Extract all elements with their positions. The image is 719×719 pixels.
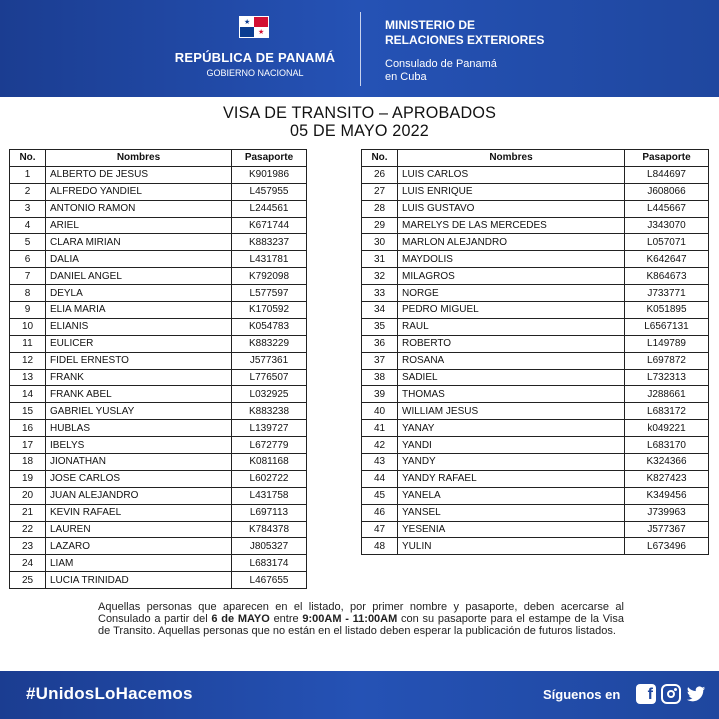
row-passport: K883237	[232, 234, 307, 251]
row-number: 45	[362, 487, 398, 504]
row-name: LUCIA TRINIDAD	[46, 572, 232, 589]
row-name: ANTONIO RAMON	[46, 200, 232, 217]
row-name: SADIEL	[398, 369, 625, 386]
row-passport: L732313	[625, 369, 709, 386]
row-number: 43	[362, 454, 398, 471]
row-passport: L683170	[625, 437, 709, 454]
table-row	[10, 318, 307, 335]
row-passport: K081168	[232, 454, 307, 471]
row-number: 22	[10, 521, 46, 538]
row-number: 32	[362, 268, 398, 285]
row-name: LUIS ENRIQUE	[398, 183, 625, 200]
table-row	[10, 454, 307, 471]
table-row	[10, 555, 307, 572]
instagram-icon[interactable]	[661, 684, 681, 704]
column-header-no: No.	[10, 150, 46, 167]
row-name: DEYLA	[46, 285, 232, 302]
row-number: 3	[10, 200, 46, 217]
notice-text-1: Aquellas personas que aparecen en el listado, por primer nombre y pasaporte, deben acercarse al Consulado a partir del	[98, 601, 624, 625]
row-number: 23	[10, 538, 46, 555]
row-passport: L673496	[625, 538, 709, 555]
row-name: CLARA MIRIAN	[46, 234, 232, 251]
row-name: LAZARO	[46, 538, 232, 555]
row-number: 18	[10, 454, 46, 471]
row-passport: L149789	[625, 335, 709, 352]
table-row	[362, 504, 709, 521]
title-line-2: 05 DE MAYO 2022	[289, 121, 429, 140]
row-number: 28	[362, 200, 398, 217]
ministry-name	[385, 18, 544, 48]
row-name: FIDEL ERNESTO	[46, 352, 232, 369]
row-passport: K324366	[625, 454, 709, 471]
row-passport: L697113	[232, 504, 307, 521]
row-passport: L683174	[232, 555, 307, 572]
header-divider	[360, 12, 361, 86]
row-number: 10	[10, 318, 46, 335]
panama-flag-icon: ★ ★	[239, 16, 269, 38]
row-passport: L445667	[625, 200, 709, 217]
table-row	[362, 352, 709, 369]
row-number: 39	[362, 386, 398, 403]
row-name: JOSE CARLOS	[46, 470, 232, 487]
table-row	[362, 268, 709, 285]
table-row	[362, 183, 709, 200]
row-passport: J608066	[625, 183, 709, 200]
row-passport: k049221	[625, 420, 709, 437]
row-number: 40	[362, 403, 398, 420]
table-row	[362, 470, 709, 487]
table-row	[362, 538, 709, 555]
row-number: 34	[362, 302, 398, 319]
approved-list-table-right	[361, 149, 709, 555]
row-passport: L697872	[625, 352, 709, 369]
table-row	[10, 403, 307, 420]
row-name: KEVIN RAFAEL	[46, 504, 232, 521]
table-row	[10, 234, 307, 251]
row-name: ROSANA	[398, 352, 625, 369]
row-name: RAUL	[398, 318, 625, 335]
twitter-icon[interactable]	[686, 684, 706, 704]
notice-text-2: entre	[269, 613, 303, 625]
row-number: 25	[10, 572, 46, 589]
table-row	[10, 538, 307, 555]
row-number: 30	[362, 234, 398, 251]
row-name: LAUREN	[46, 521, 232, 538]
table-row	[10, 352, 307, 369]
column-header-passport: Pasaporte	[232, 150, 307, 167]
row-number: 12	[10, 352, 46, 369]
row-name: FRANK ABEL	[46, 386, 232, 403]
row-number: 31	[362, 251, 398, 268]
row-number: 1	[10, 166, 46, 183]
row-passport: K671744	[232, 217, 307, 234]
row-number: 24	[10, 555, 46, 572]
document-title	[0, 104, 719, 140]
footer-banner	[0, 671, 719, 719]
row-passport: K792098	[232, 268, 307, 285]
table-row	[362, 318, 709, 335]
row-passport: L672779	[232, 437, 307, 454]
row-number: 44	[362, 470, 398, 487]
row-passport: J739963	[625, 504, 709, 521]
row-name: FRANK	[46, 369, 232, 386]
row-passport: J577367	[625, 521, 709, 538]
table-row	[10, 251, 307, 268]
row-number: 15	[10, 403, 46, 420]
row-name: IBELYS	[46, 437, 232, 454]
row-passport: K054783	[232, 318, 307, 335]
facebook-icon[interactable]: f	[636, 684, 656, 704]
row-passport: K901986	[232, 166, 307, 183]
title-line-1: VISA DE TRANSITO – APROBADOS	[222, 103, 497, 122]
row-passport: K864673	[625, 268, 709, 285]
row-name: EULICER	[46, 335, 232, 352]
row-passport: K642647	[625, 251, 709, 268]
table-row	[10, 166, 307, 183]
row-number: 21	[10, 504, 46, 521]
row-number: 4	[10, 217, 46, 234]
table-row	[362, 521, 709, 538]
row-passport: J577361	[232, 352, 307, 369]
ministry-line-2: RELACIONES EXTERIORES	[385, 33, 545, 47]
row-passport: J343070	[625, 217, 709, 234]
table-row	[10, 572, 307, 589]
row-number: 8	[10, 285, 46, 302]
approved-list-table-left	[9, 149, 307, 589]
row-number: 33	[362, 285, 398, 302]
consulate-line-2: en Cuba	[385, 71, 427, 83]
row-number: 38	[362, 369, 398, 386]
table-header-row	[10, 150, 307, 167]
consulate-name	[385, 58, 497, 84]
table-row	[362, 403, 709, 420]
notice-date: 6 de MAYO	[211, 613, 270, 625]
table-row	[362, 420, 709, 437]
row-number: 11	[10, 335, 46, 352]
row-name: ROBERTO	[398, 335, 625, 352]
row-name: MARELYS DE LAS MERCEDES	[398, 217, 625, 234]
row-number: 9	[10, 302, 46, 319]
row-name: ELIA MARIA	[46, 302, 232, 319]
table-row	[362, 166, 709, 183]
table-row	[10, 369, 307, 386]
follow-us-label: Síguenos en	[543, 687, 621, 702]
table-row	[10, 437, 307, 454]
table-row	[362, 386, 709, 403]
table-row	[10, 386, 307, 403]
row-name: YANDI	[398, 437, 625, 454]
table-row	[10, 183, 307, 200]
row-passport: L431758	[232, 487, 307, 504]
table-row	[10, 302, 307, 319]
row-passport: L139727	[232, 420, 307, 437]
column-header-name: Nombres	[398, 150, 625, 167]
row-passport: K827423	[625, 470, 709, 487]
row-name: PEDRO MIGUEL	[398, 302, 625, 319]
notice-text-3: con su pasaporte para el estampe de la Visa de Transito. Aquellas personas que no están en el listado deben esperar la publicación de futuros listados.	[98, 613, 624, 637]
row-passport: L844697	[625, 166, 709, 183]
table-row	[10, 504, 307, 521]
table-row	[10, 268, 307, 285]
ministry-line-1: MINISTERIO DE	[385, 18, 476, 32]
row-name: JIONATHAN	[46, 454, 232, 471]
table-header-row	[362, 150, 709, 167]
row-number: 2	[10, 183, 46, 200]
table-row	[10, 521, 307, 538]
row-name: JUAN ALEJANDRO	[46, 487, 232, 504]
row-passport: L467655	[232, 572, 307, 589]
row-passport: L457955	[232, 183, 307, 200]
row-name: ARIEL	[46, 217, 232, 234]
row-number: 17	[10, 437, 46, 454]
column-header-name: Nombres	[46, 150, 232, 167]
header-banner	[0, 0, 719, 97]
row-number: 42	[362, 437, 398, 454]
row-name: MAYDOLIS	[398, 251, 625, 268]
row-name: THOMAS	[398, 386, 625, 403]
row-passport: K883238	[232, 403, 307, 420]
column-header-no: No.	[362, 150, 398, 167]
row-name: LIAM	[46, 555, 232, 572]
table-row	[362, 437, 709, 454]
table-row	[362, 217, 709, 234]
row-passport: L057071	[625, 234, 709, 251]
notice-paragraph	[98, 601, 624, 637]
row-number: 6	[10, 251, 46, 268]
row-name: ELIANIS	[46, 318, 232, 335]
row-number: 46	[362, 504, 398, 521]
row-number: 16	[10, 420, 46, 437]
table-row	[10, 470, 307, 487]
row-passport: L244561	[232, 200, 307, 217]
row-passport: L683172	[625, 403, 709, 420]
row-name: DANIEL ANGEL	[46, 268, 232, 285]
row-name: YESENIA	[398, 521, 625, 538]
table-row	[362, 454, 709, 471]
row-passport: K349456	[625, 487, 709, 504]
table-row	[362, 251, 709, 268]
row-name: ALFREDO YANDIEL	[46, 183, 232, 200]
table-row	[362, 302, 709, 319]
row-name: YANDY	[398, 454, 625, 471]
row-passport: L6567131	[625, 318, 709, 335]
table-row	[362, 285, 709, 302]
republic-title: REPÚBLICA DE PANAMÁ	[174, 50, 336, 65]
row-passport: J288661	[625, 386, 709, 403]
row-name: YULIN	[398, 538, 625, 555]
table-row	[10, 217, 307, 234]
notice-hours: 9:00AM - 11:00AM	[302, 613, 398, 625]
row-passport: L032925	[232, 386, 307, 403]
row-passport: K170592	[232, 302, 307, 319]
row-number: 48	[362, 538, 398, 555]
row-name: HUBLAS	[46, 420, 232, 437]
row-number: 36	[362, 335, 398, 352]
row-name: NORGE	[398, 285, 625, 302]
row-name: YANDY RAFAEL	[398, 470, 625, 487]
row-number: 5	[10, 234, 46, 251]
row-name: LUIS GUSTAVO	[398, 200, 625, 217]
row-number: 14	[10, 386, 46, 403]
row-passport: J733771	[625, 285, 709, 302]
row-name: YANELA	[398, 487, 625, 504]
hashtag-text: #UnidosLoHacemos	[26, 684, 193, 703]
row-number: 47	[362, 521, 398, 538]
table-row	[10, 200, 307, 217]
table-row	[362, 369, 709, 386]
table-row	[10, 487, 307, 504]
row-name: YANSEL	[398, 504, 625, 521]
row-number: 20	[10, 487, 46, 504]
row-passport: J805327	[232, 538, 307, 555]
row-name: LUIS CARLOS	[398, 166, 625, 183]
table-row	[10, 285, 307, 302]
row-name: MILAGROS	[398, 268, 625, 285]
table-row	[362, 234, 709, 251]
row-number: 41	[362, 420, 398, 437]
row-passport: K051895	[625, 302, 709, 319]
row-number: 27	[362, 183, 398, 200]
row-name: GABRIEL YUSLAY	[46, 403, 232, 420]
row-name: YANAY	[398, 420, 625, 437]
row-passport: L602722	[232, 470, 307, 487]
table-row	[362, 487, 709, 504]
row-number: 29	[362, 217, 398, 234]
column-header-passport: Pasaporte	[625, 150, 709, 167]
row-number: 19	[10, 470, 46, 487]
table-row	[10, 335, 307, 352]
row-number: 37	[362, 352, 398, 369]
row-passport: K883229	[232, 335, 307, 352]
row-name: MARLON ALEJANDRO	[398, 234, 625, 251]
row-passport: L577597	[232, 285, 307, 302]
row-number: 35	[362, 318, 398, 335]
row-name: DALIA	[46, 251, 232, 268]
table-row	[362, 200, 709, 217]
government-subtitle: GOBIERNO NACIONAL	[206, 68, 304, 78]
row-name: ALBERTO DE JESUS	[46, 166, 232, 183]
row-passport: L431781	[232, 251, 307, 268]
row-passport: K784378	[232, 521, 307, 538]
table-row	[10, 420, 307, 437]
row-number: 13	[10, 369, 46, 386]
row-number: 26	[362, 166, 398, 183]
row-number: 7	[10, 268, 46, 285]
consulate-line-1: Consulado de Panamá	[385, 58, 497, 70]
row-name: WILLIAM JESUS	[398, 403, 625, 420]
row-passport: L776507	[232, 369, 307, 386]
table-row	[362, 335, 709, 352]
